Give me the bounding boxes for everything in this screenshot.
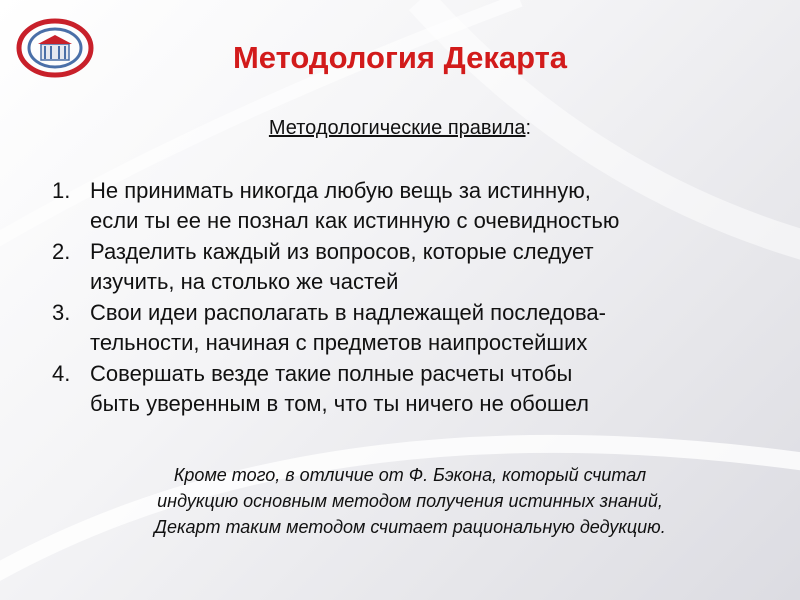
rule-item — [52, 237, 772, 297]
rule-number: 2. — [52, 239, 71, 264]
rule-text — [90, 176, 772, 236]
note-line: индукцию основным методом получения истинных знаний, — [157, 491, 663, 511]
rule-number: 4. — [52, 361, 71, 386]
rule-line: Совершать везде такие полные расчеты чтобы — [90, 361, 573, 386]
rules-list — [52, 176, 772, 420]
rule-line: тельности, начиная с предметов наипростейших — [90, 330, 588, 355]
rule-text — [90, 237, 772, 297]
rule-line: Свои идеи располагать в надлежащей последова- — [90, 300, 606, 325]
rule-number: 1. — [52, 178, 71, 203]
rule-item — [52, 359, 772, 419]
rule-line: Разделить каждый из вопросов, которые следует — [90, 239, 594, 264]
rule-line: быть уверенным в том, что ты ничего не обошел — [90, 391, 589, 416]
rule-line: если ты ее не познал как истинную с очевидностью — [90, 208, 620, 233]
rule-item — [52, 176, 772, 236]
rule-text — [90, 359, 772, 419]
rule-item — [52, 298, 772, 358]
rule-text — [90, 298, 772, 358]
rules-heading — [0, 117, 800, 140]
note-line: Декарт таким методом считает рациональную дедукцию. — [154, 517, 666, 537]
slide-title: Методология Декарта — [232, 40, 568, 75]
rule-line: изучить, на столько же частей — [90, 269, 399, 294]
rule-line: Не принимать никогда любую вещь за истинную, — [90, 178, 591, 203]
note-line: Кроме того, в отличие от Ф. Бэкона, который считал — [173, 465, 647, 485]
rules-heading-text: Методологические правила — [268, 117, 526, 139]
rule-number: 3. — [52, 300, 71, 325]
rules-heading-colon: : — [525, 117, 532, 139]
summary-note — [60, 462, 760, 540]
